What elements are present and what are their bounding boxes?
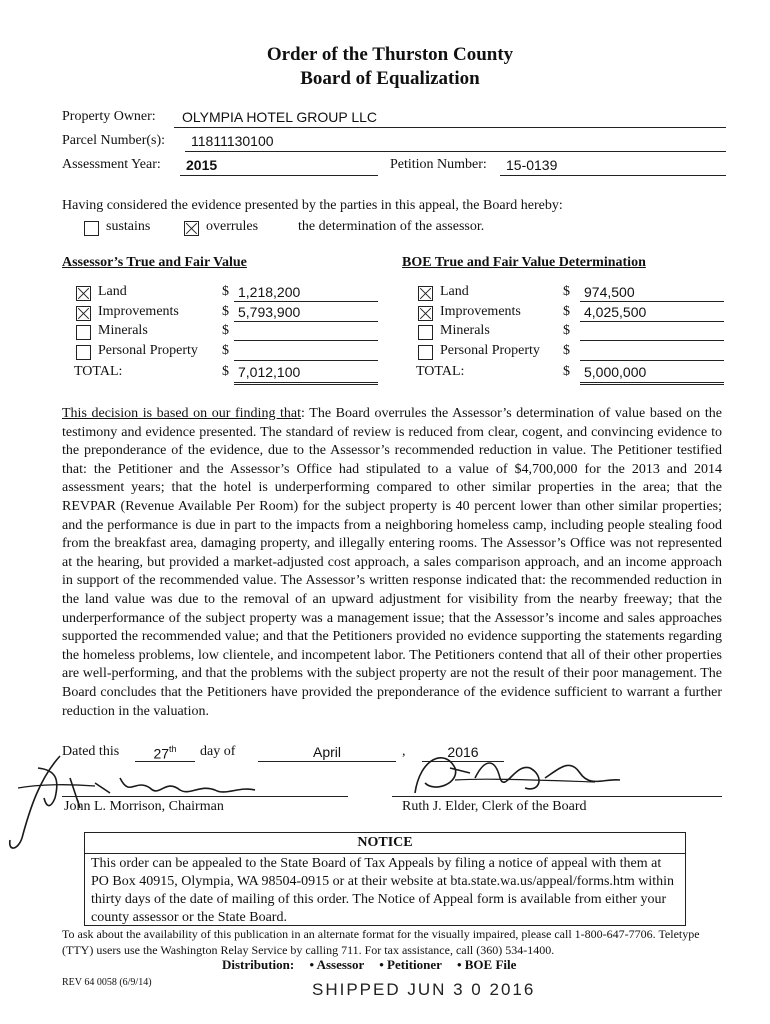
- assessor-total-currency: $: [222, 364, 229, 379]
- boe-row-value: 974,500: [584, 284, 635, 300]
- year-label: Assessment Year:: [62, 157, 161, 172]
- distribution-item-assessor: • Assessor: [309, 957, 364, 972]
- distribution-label: Distribution:: [222, 957, 295, 972]
- dated-day: 27: [153, 745, 170, 762]
- petition-value: 15-0139: [506, 157, 558, 173]
- boe-total-label: TOTAL:: [416, 364, 465, 379]
- clerk-signature-image: [395, 738, 635, 808]
- finding-lead: This decision is based on our finding that: [62, 406, 302, 421]
- assessor-row-label: Personal Property: [98, 343, 198, 358]
- boe-row-value-field: [580, 284, 724, 302]
- clerk-name: Ruth J. Elder, Clerk of the Board: [402, 799, 587, 814]
- assessor-row-currency: $: [222, 304, 229, 319]
- assessor-row-currency: $: [222, 323, 229, 338]
- owner-field: [174, 109, 726, 128]
- accessibility-text: To ask about the availability of this publication in an alternate format for the visually impaired, please call 1-800-647-7706. Teletype (TTY) users use the Washington Relay Service by calling 711. For tax assistance, call (360) 534-1400.: [62, 927, 700, 957]
- overrules-checkbox[interactable]: [184, 221, 199, 236]
- assessor-total-value: 7,012,100: [238, 364, 301, 380]
- assessor-row-value-field: [234, 304, 378, 322]
- boe-row-currency: $: [563, 343, 570, 358]
- boe-total-currency: $: [563, 364, 570, 379]
- decision-intro: Having considered the evidence presented by the parties in this appeal, the Board hereby:: [62, 198, 563, 213]
- boe-heading: BOE True and Fair Value Determination: [402, 255, 646, 270]
- sustains-label: sustains: [106, 219, 151, 234]
- dated-month: April: [312, 744, 341, 760]
- owner-label: Property Owner:: [62, 109, 156, 124]
- chair-signature-line: [62, 796, 348, 797]
- boe-row-label: Improvements: [440, 304, 521, 319]
- boe-row-value-field: [580, 304, 724, 322]
- assessor-row-label: Land: [98, 284, 127, 299]
- overrules-label: overrules: [206, 219, 259, 234]
- distribution-line: [222, 957, 516, 973]
- assessor-checkbox-minerals[interactable]: [76, 325, 91, 340]
- year-value: 2015: [186, 157, 218, 173]
- assessor-checkbox-improvements[interactable]: [76, 306, 91, 321]
- boe-row-label: Land: [440, 284, 469, 299]
- assessor-row-value-field: [234, 323, 378, 341]
- boe-total-value: 5,000,000: [584, 364, 647, 380]
- chair-name: John L. Morrison, Chairman: [64, 799, 224, 814]
- assessor-total-field: [234, 364, 378, 385]
- finding-paragraph: [62, 405, 722, 721]
- dated-comma: ,: [402, 744, 406, 759]
- boe-row-value: 4,025,500: [584, 304, 647, 320]
- boe-checkbox-land[interactable]: [418, 286, 433, 301]
- boe-total-field: [580, 364, 724, 385]
- boe-row-currency: $: [563, 304, 570, 319]
- assessor-row-label: Minerals: [98, 323, 148, 338]
- assessor-row-label: Improvements: [98, 304, 179, 319]
- assessor-row-value-field: [234, 343, 378, 361]
- notice-text: This order can be appealed to the State Board of Tax Appeals by filing a notice of appeal with them at PO Box 40915, Olympia, WA 98504-0915 or at their website at bta.state.wa.us/appeal/forms.htm within thirty days of the date of mailing of this order. The Notice of Appeal form is available from either your county assessor or the State Board.: [91, 856, 674, 925]
- notice-box: [84, 832, 686, 926]
- parcel-field: [185, 133, 726, 152]
- dated-prefix: Dated this: [62, 744, 120, 759]
- boe-row-value-field: [580, 323, 724, 341]
- parcel-value: 11811130100: [191, 133, 274, 149]
- boe-checkbox-minerals[interactable]: [418, 325, 433, 340]
- year-field: [180, 157, 378, 176]
- boe-row-label: Personal Property: [440, 343, 540, 358]
- owner-value: OLYMPIA HOTEL GROUP LLC: [182, 109, 378, 125]
- assessor-row-currency: $: [222, 343, 229, 358]
- form-id: REV 64 0058 (6/9/14): [62, 977, 152, 988]
- decision-tail: the determination of the assessor.: [298, 219, 485, 234]
- boe-row-label: Minerals: [440, 323, 490, 338]
- clerk-signature-line: [392, 796, 722, 797]
- assessor-total-label: TOTAL:: [74, 364, 123, 379]
- assessor-row-currency: $: [222, 284, 229, 299]
- title-line-2: Board of Equalization: [300, 68, 480, 89]
- assessor-row-value: 1,218,200: [238, 284, 301, 300]
- assessor-row-value: 5,793,900: [238, 304, 301, 320]
- dated-day-of: day of: [200, 744, 236, 759]
- shipped-stamp: SHIPPED JUN 3 0 2016: [312, 980, 536, 999]
- dated-year: 2016: [447, 744, 479, 760]
- finding-text: : The Board overrules the Assessor’s determination of value based on the testimony and evidence presented. The standard of review is reduced from clear, cogent, and convincing evidence to the preponderance of the evidence, due to the Assessor’s recommended reduction in value. The Petitioner testified that: the Petitioner and the Assessor’s Office had stipulated to a value of $4,700,000 for the 2013 and 2014 assessment years; that the hotel is underperforming compared to other similar properties in the area; that the REVPAR (Revenue Available Per Room) for the subject property is 40 percent lower than other similar properties; and the performance is due in part to the impacts from a neighboring homeless camp, including people stealing food from the breakfast area, damaging property, and illegally entering rooms. The Assessor’s Office was not represented at the hearing, but provided a market-adjusted cost approach, a sales comparison approach, and an income approach in support of the recommended value. The Assessor’s written response indicated that: the recommended reduction in the land value was due to the removal of an upward adjustment for visibility from the nearby freeway; that the underperformance of the subject property was a management issue; that the Assessor’s income and sales approaches supported the recommended value; and that the Petitioners provided no evidence supporting the statements regarding the homeless problems, low clientele, and incompetent labor. The Petitioners contend that all of their other properties are well-performing, and that the problems with the subject property are not the result of their poor management. The Board concludes that the Petitioners have provided the preponderance of the evidence sufficient to warrant a further reduction in the valuation.: [62, 406, 723, 719]
- boe-row-value-field: [580, 343, 724, 361]
- assessor-heading: Assessor’s True and Fair Value: [62, 255, 247, 270]
- assessor-row-value-field: [234, 284, 378, 302]
- boe-checkbox-improvements[interactable]: [418, 306, 433, 321]
- title-line-1: Order of the Thurston County: [266, 44, 514, 65]
- parcel-label: Parcel Number(s):: [62, 133, 166, 148]
- distribution-item-boe-file: • BOE File: [456, 957, 517, 972]
- distribution-item-petitioner: • Petitioner: [379, 957, 442, 972]
- petition-label: Petition Number:: [390, 157, 487, 172]
- notice-heading: NOTICE: [85, 833, 685, 854]
- boe-row-currency: $: [563, 284, 570, 299]
- boe-row-currency: $: [563, 323, 570, 338]
- petition-field: [500, 157, 726, 176]
- assessor-checkbox-land[interactable]: [76, 286, 91, 301]
- boe-checkbox-personal-property[interactable]: [418, 345, 433, 360]
- sustains-checkbox[interactable]: [84, 221, 99, 236]
- assessor-checkbox-personal-property[interactable]: [76, 345, 91, 360]
- dated-day-suffix: th: [169, 744, 177, 754]
